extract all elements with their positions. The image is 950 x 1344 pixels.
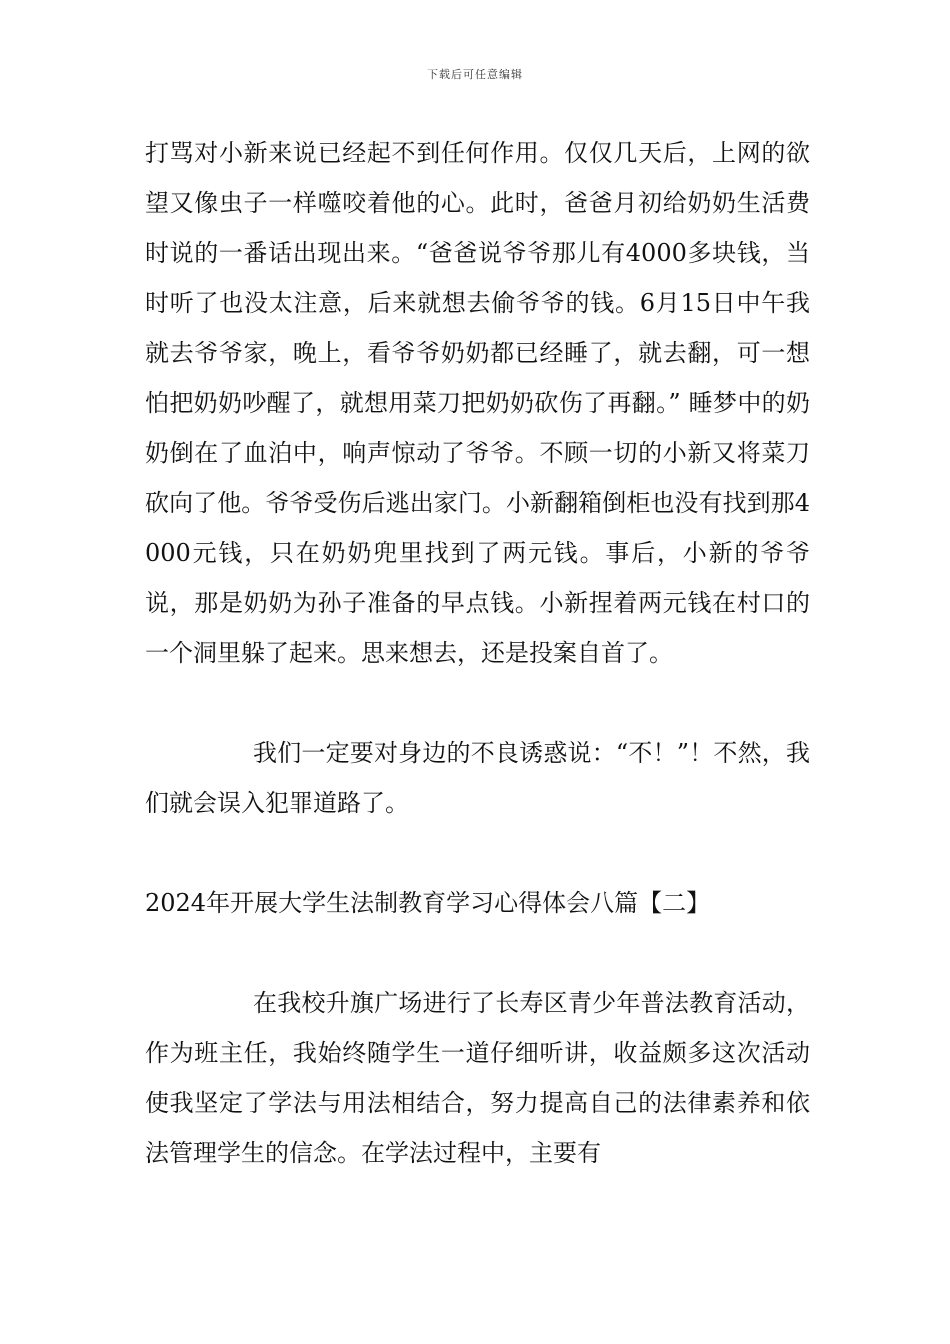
- body-paragraph-2: 我们一定要对身边的不良诱惑说：“不！”！不然，我们就会误入犯罪道路了。: [145, 739, 810, 817]
- document-body: [145, 128, 810, 1178]
- page-header-note: 下载后可任意编辑: [427, 68, 523, 81]
- body-paragraph-1: 打骂对小新来说已经起不到任何作用。仅仅几天后，上网的欲望又像虫子一样噬咬着他的心。此时，爸爸月初给奶奶生活费时说的一番话出现出来。“爸爸说爷爷那儿有4000多块钱，当时听了也没太注意，后来就想去偷爷爷的钱。6月15日中午我就去爷爷家，晚上，看爷爷奶奶都已经睡了，就去翻，可一想怕把奶奶吵醒了，就想用菜刀把奶奶砍伤了再翻。” 睡梦中的奶奶倒在了血泊中，响声惊动了爷爷。不顾一切的小新又将菜刀砍向了他。爷爷受伤后逃出家门。小新翻箱倒柜也没有找到那4000元钱，只在奶奶兜里找到了两元钱。事后，小新的爷爷说，那是奶奶为孙子准备的早点钱。小新捏着两元钱在村口的一个洞里躲了起来。思来想去，还是投案自首了。: [145, 139, 810, 667]
- body-paragraph-3: 在我校升旗广场进行了长寿区青少年普法教育活动，作为班主任，我始终随学生一道仔细听讲，收益颇多这次活动使我坚定了学法与用法相结合，努力提高自己的法律素养和依法管理学生的信念。在学法过程中，主要有: [145, 989, 810, 1167]
- section-heading: 2024年开展大学生法制教育学习心得体会八篇【二】: [145, 889, 711, 917]
